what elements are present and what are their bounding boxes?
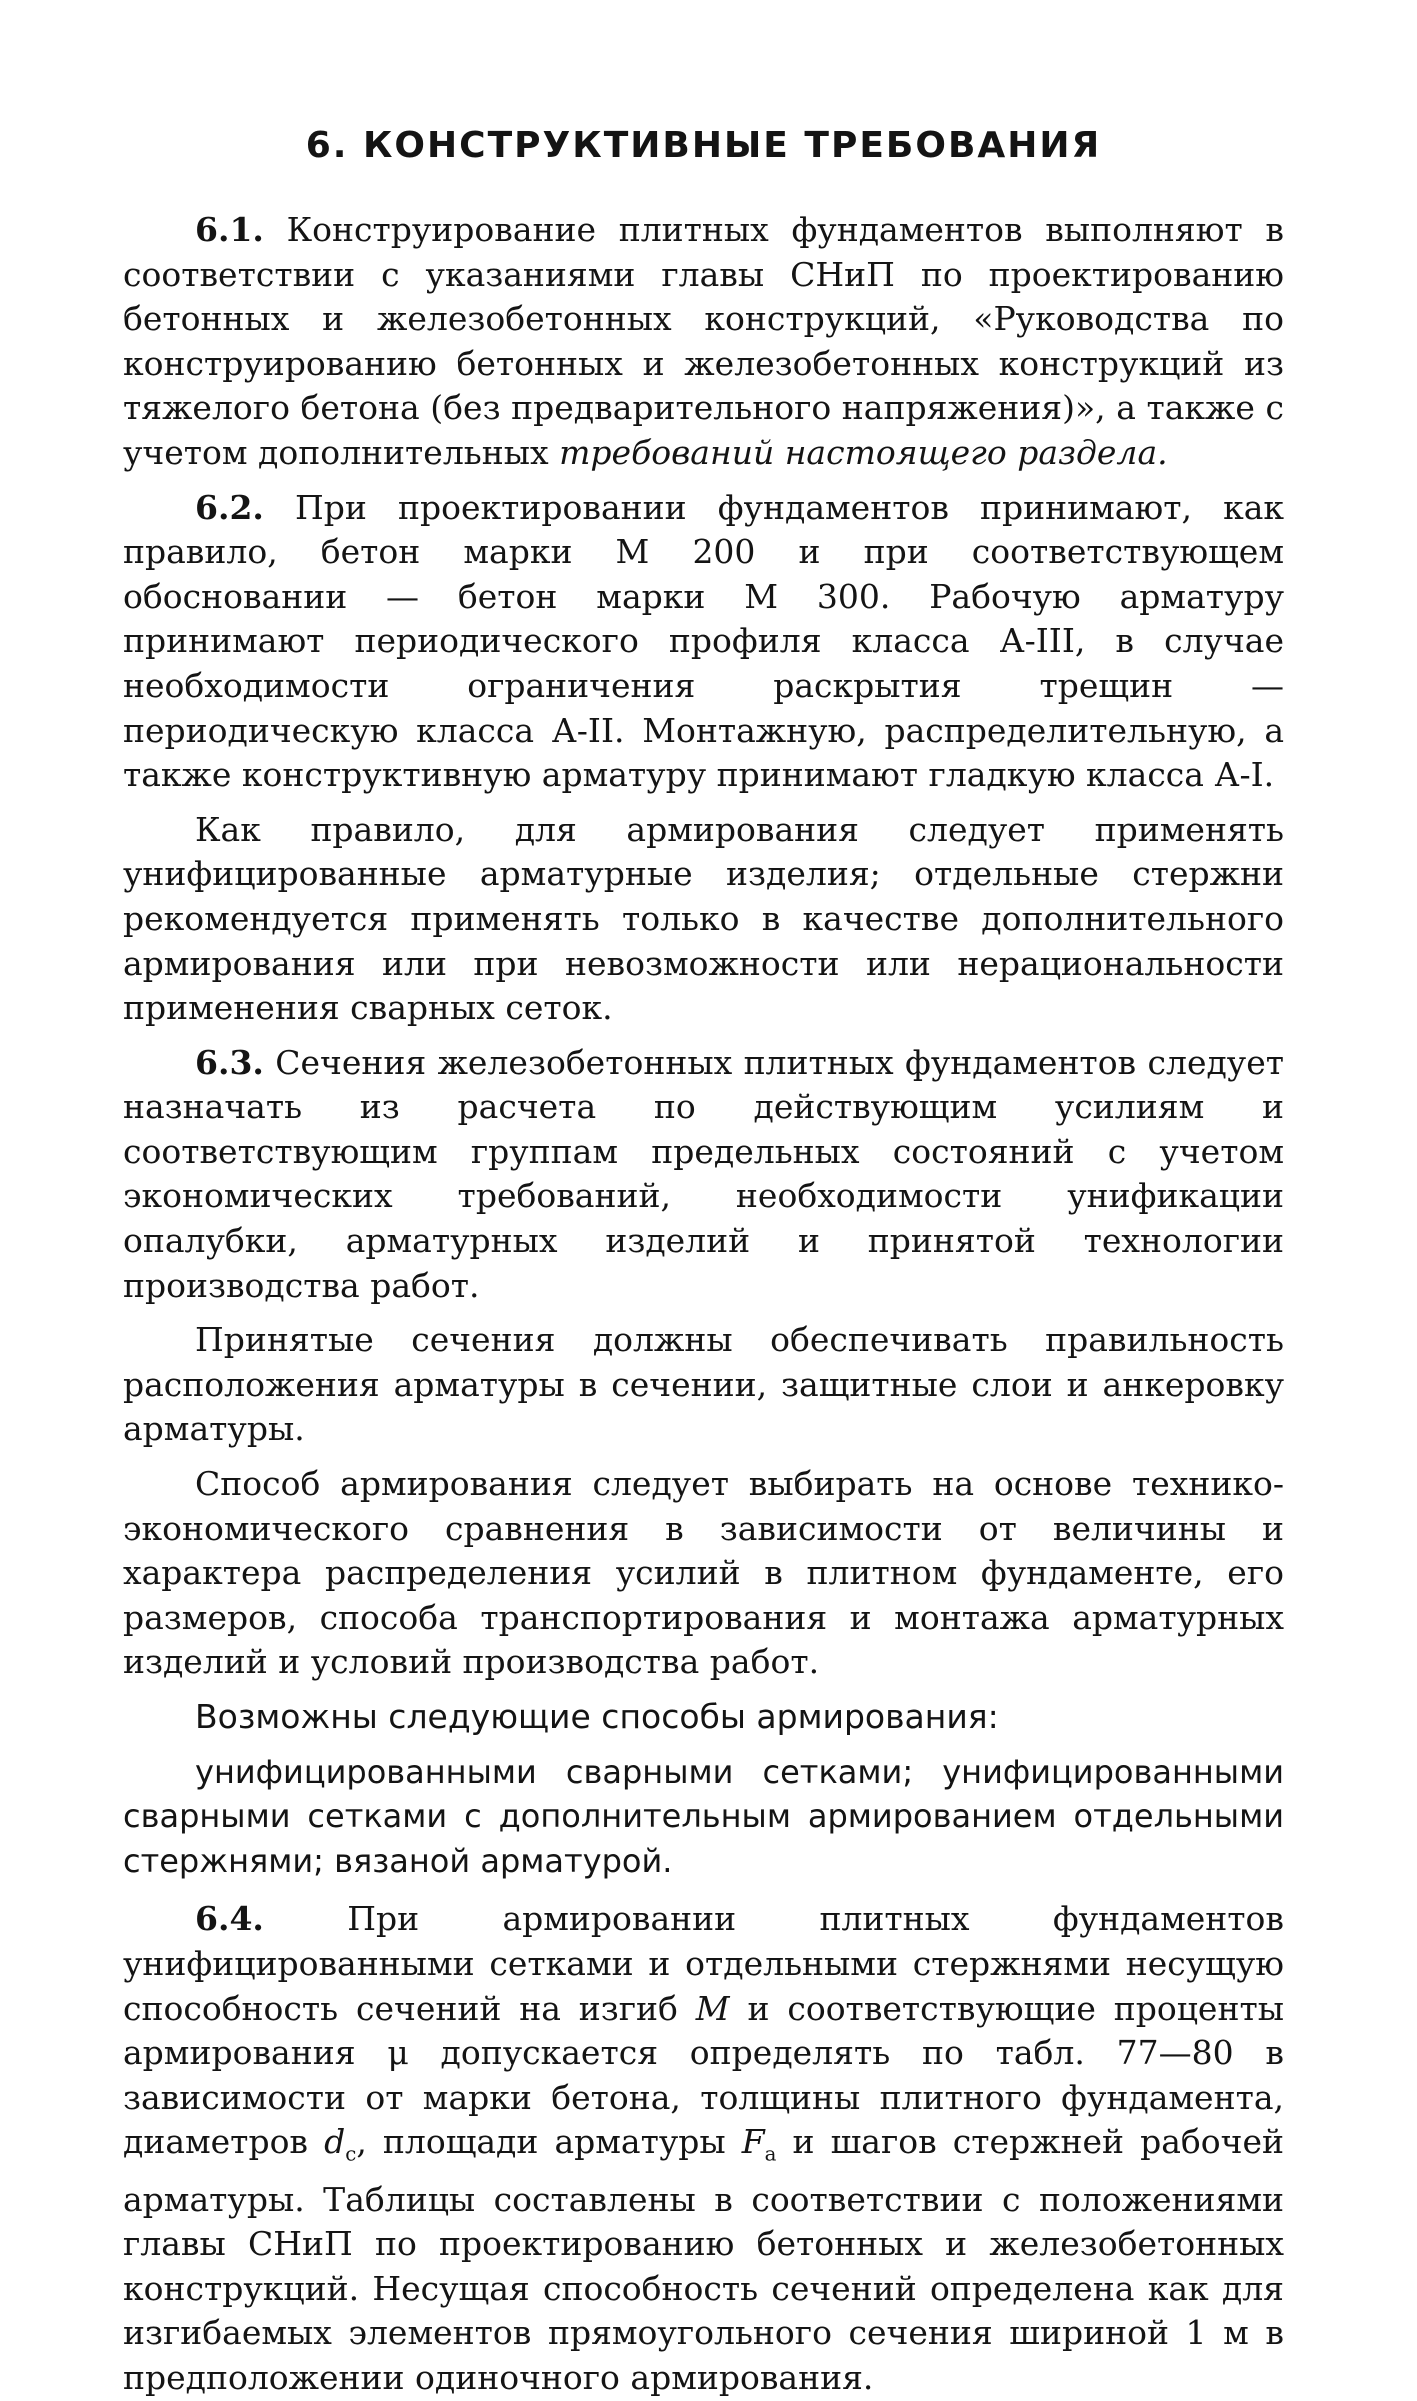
symbol-area-subscript: а [764,2142,777,2166]
clause-number: 6.2. [195,487,264,527]
symbol-diameter-subscript: с [345,2142,357,2166]
paragraph-sections: Принятые сечения должны обеспечивать правильность расположения арматуры в сечении, защитные слои и анкеровку арматуры. [123,1320,1284,1449]
clause-number: 6.1. [195,210,264,249]
paragraph-6-1 [123,208,1284,476]
paragraph-text: Сечения железобетонных плитных фундаментов следует назначать из расчета по действующим усилиям и соответствующим группам предельных состояний с учетом экономических требований, необходимости унификации опалубки, арматурных изделий и принятой технологии производства работ. [123,1042,1284,1305]
clause-number: 6.3. [195,1042,264,1082]
paragraph-text: При армировании плитных фундаментов унифицированными сетками и отдельными стержнями несущую способность сечений на изгиб [123,1899,1284,2028]
symbol-mu: μ [387,2033,409,2073]
paragraph-text: допускается определять по табл. 77—80 в зависимости от марки бетона, толщины плитного фундамента, диаметров [123,2033,1284,2162]
symbol-area: F [741,2122,765,2162]
paragraph-text: и шагов стержней рабочей арматуры. Таблицы составлены в соответствии с положениями главы СНиП по проектированию бетонных и железобетонных конструкций. Несущая способность сечений определена как для изгибаемых элементов прямоугольного сечения шириной 1 м в предположении одиночного армирования. [123,2122,1284,2397]
paragraph-unified-reinforcement: Как правило, для армирования следует применять унифицированные арматурные изделия; отдельные стержни рекомендуется применять только в качестве дополнительного армирования или при невозможности или нерациональности применения сварных сеток. [123,809,1284,1028]
paragraph-text: Конструирование плитных фундаментов выполняют в соответствии с указаниями главы СНиП по проектированию бетонных и железобетонных конструкций, «Руководства по конструированию бетонных и железобетонных конструкций из тяжелого бетона (без предварительного напряжения)», а также с учетом дополнительных [123,210,1284,472]
paragraph-6-4 [123,1897,1284,2400]
paragraph-6-3 [123,1041,1284,1309]
symbol-moment: M [695,1988,730,2028]
paragraph-6-2 [123,486,1284,798]
paragraph-reinforcement-method: Способ армирования следует выбирать на основе технико-экономического сравнения в зависимости от величины и характера распределения усилий в плитном фундаменте, его размеров, способа транспортирования и монтажа арматурных изделий и условий производства работ. [123,1464,1284,1682]
paragraph-methods-intro: Возможны следующие способы армирования: [195,1697,999,1736]
paragraph-text: и соответствующие проценты армирования [123,1988,1284,2073]
paragraph-text: При проектировании фундаментов принимают, как правило, бетон марки М 200 и при соответствующем обосновании — бетон марки М 300. Рабочую арматуру принимают периодического профиля класса А-III, в случае необходимости ограничения раскрытия трещин — периодическую класса А-II. Монтажную, распределительную, а также конструктивную арматуру принимают гладкую класса А-I. [123,487,1284,795]
paragraph-text: , площади арматуры [356,2122,742,2162]
paragraph-italic-text: требований настоящего раздела. [559,432,1168,472]
clause-number: 6.4. [195,1899,264,1939]
section-heading: 6. КОНСТРУКТИВНЫЕ ТРЕБОВАНИЯ [305,125,1102,166]
paragraph-methods-list: унифицированными сварными сетками; унифицированными сварными сетками с дополнительным армированием отдельными стержнями; вязаной арматурой. [123,1752,1284,1880]
symbol-diameter: d [324,2122,346,2162]
